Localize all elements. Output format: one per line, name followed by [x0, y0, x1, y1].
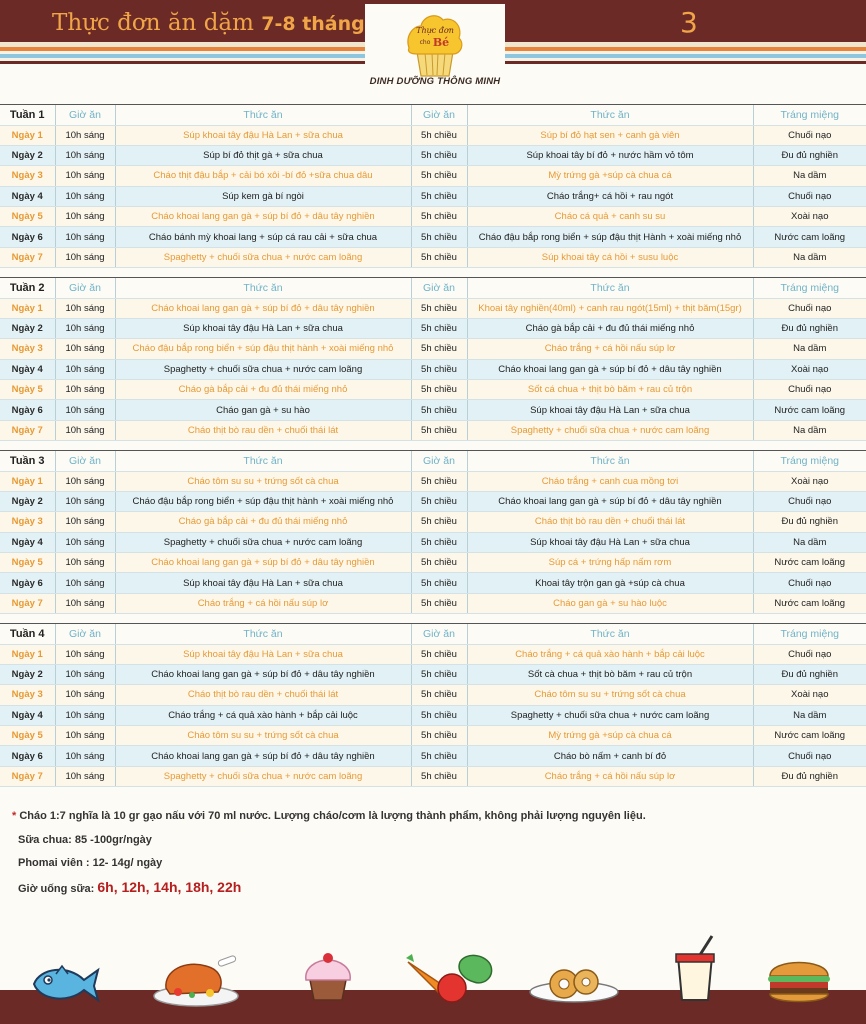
evening-food: Súp khoai tây đậu Hà Lan + sữa chua	[467, 532, 753, 552]
day-label: Ngày 7	[0, 593, 55, 613]
evening-food: Cháo trắng+ cá hồi + rau ngót	[467, 186, 753, 206]
table-row	[0, 532, 866, 552]
table-row	[0, 420, 866, 440]
week-table	[0, 623, 866, 787]
morning-time: 10h sáng	[55, 380, 115, 400]
day-label: Ngày 3	[0, 166, 55, 186]
evening-food: Súp cá + trứng hấp nấm rơm	[467, 553, 753, 573]
day-label: Ngày 1	[0, 125, 55, 145]
evening-food: Cháo đậu bắp rong biển + súp đậu thịt Hành + xoài miếng nhỏ	[467, 227, 753, 247]
evening-time-header: Giờ ăn	[411, 105, 467, 125]
dessert-cell: Chuối nạo	[753, 491, 866, 511]
yogurt-note: Sữa chua: 85 -100gr/ngày	[18, 834, 152, 846]
table-row	[0, 766, 866, 786]
evening-food: Sốt cà chua + thịt bò băm + rau củ trộn	[467, 664, 753, 684]
week-header-row	[0, 105, 866, 125]
morning-time-header: Giờ ăn	[55, 105, 115, 125]
evening-time-header: Giờ ăn	[411, 451, 467, 471]
week-table	[0, 104, 866, 268]
table-row	[0, 644, 866, 664]
donuts-icon	[528, 962, 620, 1004]
day-label: Ngày 4	[0, 186, 55, 206]
morning-time: 10h sáng	[55, 298, 115, 318]
drink-cup-icon	[672, 934, 722, 1004]
evening-food: Khoai tây nghiền(40ml) + canh rau ngót(15ml) + thịt băm(15gr)	[467, 298, 753, 318]
morning-food-header: Thức ăn	[115, 105, 411, 125]
table-row	[0, 359, 866, 379]
dessert-header: Tráng miệng	[753, 624, 866, 644]
morning-food: Cháo đậu bắp rong biển + súp đậu thịt hành + xoài miếng nhỏ	[115, 491, 411, 511]
day-label: Ngày 2	[0, 145, 55, 165]
evening-food: Spaghetty + chuối sữa chua + nước cam loãng	[467, 705, 753, 725]
cupcake-icon	[302, 950, 354, 1002]
evening-food: Khoai tây trộn gan gà +súp cà chua	[467, 573, 753, 593]
table-row	[0, 664, 866, 684]
morning-food: Cháo khoai lang gan gà + súp bí đỏ + dâu tây nghiền	[115, 553, 411, 573]
dessert-cell: Chuối nạo	[753, 644, 866, 664]
week-label: Tuần 2	[0, 278, 55, 298]
evening-food-header: Thức ăn	[467, 451, 753, 471]
morning-time: 10h sáng	[55, 644, 115, 664]
evening-time: 5h chiều	[411, 685, 467, 705]
day-label: Ngày 7	[0, 420, 55, 440]
table-row	[0, 298, 866, 318]
week-label: Tuần 3	[0, 451, 55, 471]
table-row	[0, 491, 866, 511]
morning-time: 10h sáng	[55, 166, 115, 186]
evening-time: 5h chiều	[411, 207, 467, 227]
evening-time-header: Giờ ăn	[411, 624, 467, 644]
day-label: Ngày 2	[0, 318, 55, 338]
morning-time: 10h sáng	[55, 186, 115, 206]
day-label: Ngày 3	[0, 512, 55, 532]
dessert-cell: Chuối nạo	[753, 186, 866, 206]
morning-time: 10h sáng	[55, 726, 115, 746]
burger-icon	[766, 952, 832, 1006]
morning-time: 10h sáng	[55, 359, 115, 379]
table-row	[0, 746, 866, 766]
morning-time: 10h sáng	[55, 339, 115, 359]
dessert-cell: Nước cam loãng	[753, 726, 866, 746]
dessert-cell: Na dầm	[753, 339, 866, 359]
morning-time-header: Giờ ăn	[55, 451, 115, 471]
morning-food: Súp khoai tây đậu Hà Lan + sữa chua	[115, 318, 411, 338]
evening-time: 5h chiều	[411, 298, 467, 318]
milk-schedule-note	[18, 879, 241, 895]
morning-food: Cháo khoai lang gan gà + súp bí đỏ + dâu tây nghiền	[115, 664, 411, 684]
week-header-row	[0, 278, 866, 298]
dessert-cell: Đu đủ nghiền	[753, 145, 866, 165]
evening-time: 5h chiều	[411, 573, 467, 593]
evening-time: 5h chiều	[411, 532, 467, 552]
evening-time: 5h chiều	[411, 247, 467, 267]
evening-food: Cháo tôm su su + trứng sốt cà chua	[467, 685, 753, 705]
morning-food: Cháo thịt đậu bắp + cải bó xôi -bí đỏ +sữa chua dâu	[115, 166, 411, 186]
title-age: 7-8 tháng	[261, 13, 365, 35]
dessert-cell: Đu đủ nghiền	[753, 664, 866, 684]
morning-food: Cháo thịt bò rau dền + chuối thái lát	[115, 420, 411, 440]
morning-time: 10h sáng	[55, 491, 115, 511]
morning-food: Cháo khoai lang gan gà + súp bí đỏ + dâu tây nghiền	[115, 298, 411, 318]
morning-food: Cháo bánh mỳ khoai lang + súp cá rau cải + sữa chua	[115, 227, 411, 247]
page-header	[0, 0, 866, 102]
day-label: Ngày 6	[0, 746, 55, 766]
morning-time-header: Giờ ăn	[55, 278, 115, 298]
morning-food: Cháo gà bắp cải + đu đủ thái miếng nhỏ	[115, 380, 411, 400]
morning-time: 10h sáng	[55, 512, 115, 532]
evening-food: Cháo bò nấm + canh bí đỏ	[467, 746, 753, 766]
morning-time: 10h sáng	[55, 664, 115, 684]
evening-food: Cháo trắng + canh cua mồng tơi	[467, 471, 753, 491]
week-header-row	[0, 624, 866, 644]
dessert-cell: Na dầm	[753, 166, 866, 186]
evening-time: 5h chiều	[411, 186, 467, 206]
day-label: Ngày 1	[0, 644, 55, 664]
cheese-note: Phomai viên : 12- 14g/ ngày	[18, 857, 163, 869]
morning-food: Cháo tôm su su + trứng sốt cà chua	[115, 726, 411, 746]
page-number: 3	[680, 6, 698, 39]
porridge-note-text: Cháo 1:7 nghĩa là 10 gr gạo nấu với 70 ml nước. Lượng cháo/cơm là lượng thành phẩm, không phải lượng nguyên liệu.	[19, 810, 646, 822]
morning-food: Cháo thịt bò rau dền + chuối thái lát	[115, 685, 411, 705]
table-row	[0, 553, 866, 573]
dessert-cell: Nước cam loãng	[753, 553, 866, 573]
day-label: Ngày 3	[0, 339, 55, 359]
morning-time-header: Giờ ăn	[55, 624, 115, 644]
day-label: Ngày 6	[0, 400, 55, 420]
table-row	[0, 593, 866, 613]
evening-food: Cháo cá quả + canh su su	[467, 207, 753, 227]
table-row	[0, 125, 866, 145]
week-label: Tuần 1	[0, 105, 55, 125]
dessert-cell: Nước cam loãng	[753, 400, 866, 420]
evening-time: 5h chiều	[411, 593, 467, 613]
morning-food: Spaghetty + chuối sữa chua + nước cam loãng	[115, 359, 411, 379]
evening-food-header: Thức ăn	[467, 624, 753, 644]
morning-time: 10h sáng	[55, 766, 115, 786]
morning-time: 10h sáng	[55, 593, 115, 613]
day-label: Ngày 7	[0, 247, 55, 267]
morning-food-header: Thức ăn	[115, 278, 411, 298]
morning-time: 10h sáng	[55, 685, 115, 705]
evening-food: Súp khoai tây cá hồi + susu luộc	[467, 247, 753, 267]
dessert-cell: Nước cam loãng	[753, 593, 866, 613]
evening-food: Cháo thịt bò rau dền + chuối thái lát	[467, 512, 753, 532]
day-label: Ngày 6	[0, 573, 55, 593]
morning-food-header: Thức ăn	[115, 451, 411, 471]
morning-food-header: Thức ăn	[115, 624, 411, 644]
table-row	[0, 685, 866, 705]
morning-time: 10h sáng	[55, 471, 115, 491]
morning-food: Súp khoai tây đậu Hà Lan + sữa chua	[115, 125, 411, 145]
evening-time: 5h chiều	[411, 726, 467, 746]
morning-time: 10h sáng	[55, 705, 115, 725]
evening-food: Mỳ trứng gà +súp cà chua cá	[467, 726, 753, 746]
day-label: Ngày 6	[0, 227, 55, 247]
page-title	[52, 10, 365, 36]
evening-time: 5h chiều	[411, 746, 467, 766]
dessert-header: Tráng miệng	[753, 451, 866, 471]
day-label: Ngày 2	[0, 664, 55, 684]
note-asterisk: *	[12, 810, 17, 822]
week-table	[0, 277, 866, 441]
evening-time: 5h chiều	[411, 766, 467, 786]
table-row	[0, 227, 866, 247]
dessert-cell: Na dầm	[753, 705, 866, 725]
morning-food: Súp khoai tây đậu Hà Lan + sữa chua	[115, 573, 411, 593]
day-label: Ngày 5	[0, 553, 55, 573]
day-label: Ngày 5	[0, 380, 55, 400]
evening-time-header: Giờ ăn	[411, 278, 467, 298]
morning-time: 10h sáng	[55, 573, 115, 593]
evening-time: 5h chiều	[411, 380, 467, 400]
morning-food: Cháo khoai lang gan gà + súp bí đỏ + dâu tây nghiền	[115, 207, 411, 227]
evening-food: Súp khoai tây đậu Hà Lan + sữa chua	[467, 400, 753, 420]
morning-food: Spaghetty + chuối sữa chua + nước cam loãng	[115, 532, 411, 552]
dessert-cell: Chuối nạo	[753, 746, 866, 766]
dessert-cell: Chuối nạo	[753, 380, 866, 400]
morning-time: 10h sáng	[55, 125, 115, 145]
evening-time: 5h chiều	[411, 491, 467, 511]
evening-time: 5h chiều	[411, 125, 467, 145]
table-row	[0, 166, 866, 186]
svg-text:Bé: Bé	[432, 36, 450, 49]
day-label: Ngày 4	[0, 705, 55, 725]
morning-time: 10h sáng	[55, 145, 115, 165]
dessert-cell: Xoài nạo	[753, 207, 866, 227]
dessert-header: Tráng miệng	[753, 105, 866, 125]
morning-food: Cháo trắng + cá hồi nấu súp lơ	[115, 593, 411, 613]
evening-food: Spaghetty + chuối sữa chua + nước cam loãng	[467, 420, 753, 440]
day-label: Ngày 5	[0, 207, 55, 227]
evening-time: 5h chiều	[411, 227, 467, 247]
morning-time: 10h sáng	[55, 207, 115, 227]
morning-food: Cháo đậu bắp rong biển + súp đậu thịt hành + xoài miếng nhỏ	[115, 339, 411, 359]
evening-time: 5h chiều	[411, 420, 467, 440]
morning-food: Spaghetty + chuối sữa chua + nước cam loãng	[115, 247, 411, 267]
dessert-cell: Chuối nạo	[753, 125, 866, 145]
morning-time: 10h sáng	[55, 553, 115, 573]
week-label: Tuần 4	[0, 624, 55, 644]
porridge-note	[12, 810, 646, 822]
evening-time: 5h chiều	[411, 644, 467, 664]
cupcake-logo-icon	[403, 8, 467, 80]
evening-time: 5h chiều	[411, 339, 467, 359]
svg-text:cho: cho	[419, 39, 431, 46]
day-label: Ngày 2	[0, 491, 55, 511]
morning-time: 10h sáng	[55, 247, 115, 267]
dessert-cell: Xoài nạo	[753, 359, 866, 379]
evening-food: Cháo gan gà + su hào luộc	[467, 593, 753, 613]
table-row	[0, 145, 866, 165]
dessert-cell: Chuối nạo	[753, 573, 866, 593]
day-label: Ngày 1	[0, 471, 55, 491]
morning-time: 10h sáng	[55, 227, 115, 247]
evening-time: 5h chiều	[411, 359, 467, 379]
evening-food: Cháo trắng + cá quả xào hành + bắp cải luộc	[467, 644, 753, 664]
day-label: Ngày 4	[0, 532, 55, 552]
dessert-cell: Xoài nạo	[753, 471, 866, 491]
table-row	[0, 573, 866, 593]
evening-food: Súp khoai tây bí đỏ + nước hầm vỏ tôm	[467, 145, 753, 165]
morning-food: Cháo khoai lang gan gà + súp bí đỏ + dâu tây nghiền	[115, 746, 411, 766]
logo	[365, 4, 505, 100]
dessert-cell: Chuối nạo	[753, 298, 866, 318]
evening-food: Cháo khoai lang gan gà + súp bí đỏ + dâu tây nghiền	[467, 491, 753, 511]
day-label: Ngày 3	[0, 685, 55, 705]
evening-time: 5h chiều	[411, 400, 467, 420]
milk-times: 6h, 12h, 14h, 18h, 22h	[97, 879, 242, 895]
dessert-cell: Xoài nạo	[753, 685, 866, 705]
morning-time: 10h sáng	[55, 318, 115, 338]
fish-icon	[30, 962, 102, 1006]
svg-text:Thực đơn: Thực đơn	[416, 26, 454, 35]
table-row	[0, 186, 866, 206]
table-row	[0, 380, 866, 400]
dessert-cell: Đu đủ nghiền	[753, 512, 866, 532]
table-row	[0, 339, 866, 359]
morning-food: Súp bí đỏ thịt gà + sữa chua	[115, 145, 411, 165]
dessert-cell: Đu đủ nghiền	[753, 318, 866, 338]
dessert-cell: Na dầm	[753, 532, 866, 552]
title-main: Thực đơn ăn dặm	[52, 10, 254, 36]
roast-chicken-icon	[152, 952, 244, 1008]
evening-food: Cháo gà bắp cải + đu đủ thái miếng nhỏ	[467, 318, 753, 338]
evening-time: 5h chiều	[411, 318, 467, 338]
table-row	[0, 471, 866, 491]
table-row	[0, 705, 866, 725]
evening-food: Sốt cá chua + thịt bò băm + rau củ trộn	[467, 380, 753, 400]
evening-food-header: Thức ăn	[467, 105, 753, 125]
morning-time: 10h sáng	[55, 532, 115, 552]
evening-food: Súp bí đỏ hạt sen + canh gà viên	[467, 125, 753, 145]
evening-food: Cháo trắng + cá hồi nấu súp lơ	[467, 339, 753, 359]
table-row	[0, 400, 866, 420]
week-table	[0, 450, 866, 614]
evening-food: Cháo khoai lang gan gà + súp bí đỏ + dâu tây nghiền	[467, 359, 753, 379]
morning-food: Cháo gà bắp cải + đu đủ thái miếng nhỏ	[115, 512, 411, 532]
table-row	[0, 726, 866, 746]
table-row	[0, 247, 866, 267]
evening-time: 5h chiều	[411, 512, 467, 532]
evening-food: Mỳ trứng gà +súp cà chua cá	[467, 166, 753, 186]
evening-time: 5h chiều	[411, 705, 467, 725]
morning-food: Cháo tôm su su + trứng sốt cà chua	[115, 471, 411, 491]
morning-time: 10h sáng	[55, 420, 115, 440]
morning-time: 10h sáng	[55, 400, 115, 420]
dessert-cell: Đu đủ nghiền	[753, 766, 866, 786]
morning-food: Cháo trắng + cá quả xào hành + bắp cải luộc	[115, 705, 411, 725]
evening-time: 5h chiều	[411, 553, 467, 573]
week-header-row	[0, 451, 866, 471]
evening-time: 5h chiều	[411, 166, 467, 186]
vegetables-icon	[404, 952, 496, 1004]
day-label: Ngày 7	[0, 766, 55, 786]
morning-food: Spaghetty + chuối sữa chua + nước cam loãng	[115, 766, 411, 786]
evening-time: 5h chiều	[411, 664, 467, 684]
morning-food: Súp kem gà bí ngòi	[115, 186, 411, 206]
morning-food: Cháo gan gà + su hào	[115, 400, 411, 420]
dessert-header: Tráng miệng	[753, 278, 866, 298]
milk-label: Giờ uống sữa:	[18, 883, 95, 895]
dessert-cell: Na dầm	[753, 420, 866, 440]
dessert-cell: Nước cam loãng	[753, 227, 866, 247]
table-row	[0, 512, 866, 532]
evening-food-header: Thức ăn	[467, 278, 753, 298]
morning-food: Súp khoai tây đậu Hà Lan + sữa chua	[115, 644, 411, 664]
day-label: Ngày 5	[0, 726, 55, 746]
dessert-cell: Na dầm	[753, 247, 866, 267]
day-label: Ngày 4	[0, 359, 55, 379]
evening-food: Cháo trắng + cá hồi nấu súp lơ	[467, 766, 753, 786]
evening-time: 5h chiều	[411, 145, 467, 165]
evening-time: 5h chiều	[411, 471, 467, 491]
morning-time: 10h sáng	[55, 746, 115, 766]
day-label: Ngày 1	[0, 298, 55, 318]
logo-caption: DINH DƯỠNG THÔNG MINH	[369, 76, 501, 87]
table-row	[0, 318, 866, 338]
table-row	[0, 207, 866, 227]
